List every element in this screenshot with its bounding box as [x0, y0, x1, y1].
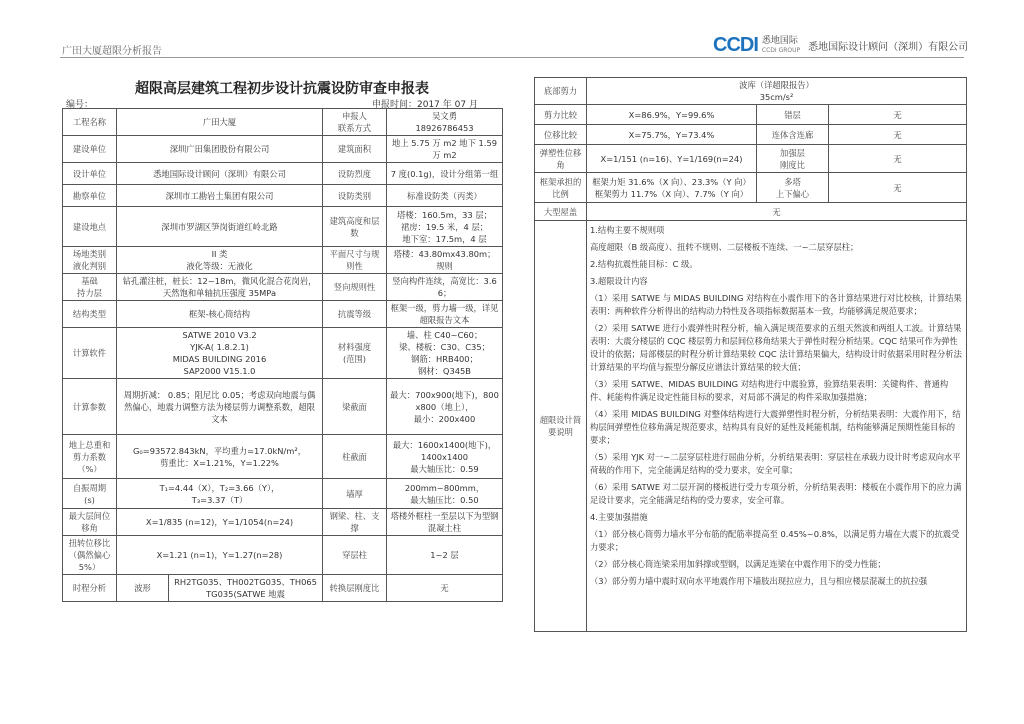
row-value: 无 [829, 105, 967, 125]
table-row [63, 379, 503, 435]
row-value: 波库（详超限报告） 35cm/s² [587, 78, 967, 105]
review-line: 3.超限设计内容 [590, 276, 648, 286]
row-label: 梁截面 [323, 379, 387, 435]
row-label: 平面尺寸与规则性 [323, 247, 387, 274]
row-value: 周期折减： 0.85；阻尼比 0.05；考虑双向地震与偶然偏心，地震力调整方法为楼层剪力调整系数，超限文本 [117, 379, 323, 435]
company-name: 悉地国际设计顾问（深圳）有限公司 [808, 42, 969, 53]
review-line: 2.结构抗震性能目标：C 级。 [590, 259, 698, 269]
table-row [63, 575, 503, 602]
row-value: 无 [829, 145, 967, 173]
row-label: 抗震等级 [323, 301, 387, 328]
table-row [63, 136, 503, 163]
row-value: 7 度(0.1g)，设计分组第一组 [387, 163, 503, 185]
row-label: 设防烈度 [323, 163, 387, 185]
review-line: （6）采用 SATWE 对二层开洞的楼板进行受力专项分析，分析结果表明：楼板在小震作用下的应力满足设计要求，完全能满足结构的受力要求，安全可靠。 [590, 482, 962, 505]
row-value: 墙、柱 C40~C60； 梁、楼板：C30、C35； 钢筋：HRB400； 钢材：Q345B [387, 328, 503, 379]
row-label: 最大层间位 移角 [63, 509, 117, 536]
review-line: （1）采用 SATWE 与 MIDAS BUILDING 对结构在小震作用下的各计算结果进行对比校核，计算结果表明：两种软件分析得出的结构动力特性及各项指标数据基本一致，均能够满足规范要求； [590, 293, 962, 316]
table-row [63, 247, 503, 274]
row-label: 设计单位 [63, 163, 117, 185]
row-label: 计算参数 [63, 379, 117, 435]
row-value: 地上 5.75 万 m2 地下 1.59 万 m2 [387, 136, 503, 163]
row-value: X=75.7%，Y=73.4% [587, 125, 757, 145]
review-line: （2）采用 SATWE 进行小震弹性时程分析，输入满足规范要求的五组天然波和两组人工波。计算结果表明：大震分楼层的 CQC 楼层剪力和层间位移角结果大于弹性时程分析结果。CQC 结果可作为弹性设计的依据；局部楼层的时程分析计算结果较 CQC 法计算结果偏大，结构设计时依据采用时程分析法计算结果的平均值与振型分解反应谱法计算结果的较大值； [590, 323, 962, 372]
row-label: 材料强度 (范围) [323, 328, 387, 379]
table-row [535, 203, 967, 221]
review-row [535, 221, 967, 632]
row-label: 工程名称 [63, 109, 117, 136]
row-value: 框架力矩 31.6%（X 向）、23.3%（Y 向） 框架剪力 11.7%（X 向）、7.7%（Y 向） [587, 173, 757, 203]
review-line: （3）采用 SATWE、MIDAS BUILDING 对结构进行中震验算，验算结果表明：关键构件、普通构件、耗能构件满足设定性能目标的要求，对局部不满足的构件采取加强措施； [590, 379, 949, 402]
row-label: 错层 [757, 105, 829, 125]
row-value: 深圳市工勘岩土集团有限公司 [117, 185, 323, 207]
row-label: 剪力比较 [535, 105, 587, 125]
row-value: 无 [829, 125, 967, 145]
table-row [63, 509, 503, 536]
row-value: 无 [587, 203, 967, 221]
row-value: II 类 液化等级：无液化 [117, 247, 323, 274]
row-value: 波形 [117, 575, 169, 602]
row-label: 设防类别 [323, 185, 387, 207]
row-value: X=86.9%，Y=99.6% [587, 105, 757, 125]
report-header-title: 广田大厦超限分析报告 [62, 46, 162, 57]
row-label: 位移比较 [535, 125, 587, 145]
ccdi-logo [713, 34, 800, 57]
row-label: 连体含连廊 [757, 125, 829, 145]
row-label: 钢梁、柱、支撑 [323, 509, 387, 536]
review-line: （5）采用 YJK 对一~二层穿层柱进行屈曲分析，分析结果表明：穿层柱在承载力设计时考虑双向水平荷载的作用下，完全能满足结构的受力要求，安全可靠； [590, 452, 961, 475]
row-value: 200mm~800mm， 最大轴压比：0.50 [387, 479, 503, 509]
row-value: 钻孔灌注桩，桩长：12~18m，微风化混合花岗岩，天然饱和单轴抗压强度 35MPa [117, 274, 323, 301]
table-row [535, 105, 967, 125]
table-row [63, 109, 503, 136]
logo-cn: 悉地国际 [761, 35, 798, 46]
row-value: 框架一级，剪力墙一级，详见超限报告文本 [387, 301, 503, 328]
review-line: 1.结构主要不规则项 [590, 225, 665, 235]
row-value: G₀=93572.843kN，平均重力=17.0kN/m²， 剪重比：X=1.21%，Y=1.22% [117, 435, 323, 479]
row-value: T₁=4.44（X），T₂=3.66（Y）， T₃=3.37（T） [117, 479, 323, 509]
row-label: 大型屋盖 [535, 203, 587, 221]
row-value: 深圳市罗湖区笋岗街道红岭北路 [117, 207, 323, 247]
left-application-table [62, 108, 503, 602]
row-value: 塔楼：160.5m，33 层； 裙房：19.5 米，4 层； 地下室：17.5m，4 层 [387, 207, 503, 247]
table-row [63, 328, 503, 379]
row-value: 悉地国际设计顾问（深圳）有限公司 [117, 163, 323, 185]
table-row [63, 536, 503, 575]
review-line: （1）部分核心筒剪力墙水平分布筋的配筋率提高至 0.45%~0.8%，以满足剪力墙在大震下的抗震受力要求； [590, 529, 960, 552]
row-label: 建设地点 [63, 207, 117, 247]
row-label: 计算软件 [63, 328, 117, 379]
table-row [63, 207, 503, 247]
review-line: （4）采用 MIDAS BUILDING 对整体结构进行大震弹塑性时程分析，分析结果表明：大震作用下，结构层间弹塑性位移角满足规范要求，结构具有良好的延性及耗能机制，结构能够满足预期性能目标的要求； [590, 409, 961, 445]
row-label: 框架承担的比例 [535, 173, 587, 203]
row-value: 最大：700x900(地下)，800x800（地上）， 最小：200x400 [387, 379, 503, 435]
row-label: 墙厚 [323, 479, 387, 509]
row-value: 深圳广田集团股份有限公司 [117, 136, 323, 163]
row-label: 基础 持力层 [63, 274, 117, 301]
row-value: SATWE 2010 V3.2 YJK-A( 1.8.2.1) MIDAS BUILDING 2016 SAP2000 V15.1.0 [117, 328, 323, 379]
row-label: 加强层 刚度比 [757, 145, 829, 173]
row-label: 建筑面积 [323, 136, 387, 163]
row-label: 底部剪力 [535, 78, 587, 105]
logo-brand [762, 36, 800, 56]
review-content [587, 221, 967, 632]
row-value: 框架-核心筒结构 [117, 301, 323, 328]
table-row [535, 173, 967, 203]
review-line: 高度超限（B 级高度）、扭转不规则、二层楼板不连续、一~二层穿层柱； [590, 242, 859, 252]
row-label: 建设单位 [63, 136, 117, 163]
form-title: 超限高层建筑工程初步设计抗震设防审查申报表 [135, 81, 429, 97]
row-label: 竖向规则性 [323, 274, 387, 301]
row-label: 多塔 上下偏心 [757, 173, 829, 203]
table-row [63, 274, 503, 301]
row-value: 标准设防类（丙类） [387, 185, 503, 207]
review-line: （2）部分核心筒连梁采用加斜撑或型钢，以满足连梁在中震作用下的受力性能； [590, 559, 886, 569]
review-label: 超限设计简要说明 [535, 221, 587, 632]
row-value: 竖向构件连续，高宽比：3.66； [387, 274, 503, 301]
row-value: 吴文勇 18926786453 [387, 109, 503, 136]
row-label: 扭转位移比 （偶然偏心 5%） [63, 536, 117, 575]
review-line: （3）部分剪力墙中震时双向水平地震作用下墙肢出现拉应力，且与相应楼层混凝土的抗拉强 [590, 576, 928, 586]
row-label: 时程分析 [63, 575, 117, 602]
row-value: X=1/151 (n=16)、Y=1/169(n=24) [587, 145, 757, 173]
table-row [535, 78, 967, 105]
row-label: 勘察单位 [63, 185, 117, 207]
form-date-label: 申报时间：2017 年 07 月 [372, 100, 478, 110]
row-label: 结构类型 [63, 301, 117, 328]
row-value: 塔楼：43.80mx43.80m； 规则 [387, 247, 503, 274]
table-row [63, 301, 503, 328]
table-row [535, 145, 967, 173]
row-value: 最大：1600x1400(地下)， 1400x1400 最大轴压比：0.59 [387, 435, 503, 479]
table-row [63, 185, 503, 207]
row-value: X=1/835 (n=12)，Y=1/1054(n=24) [117, 509, 323, 536]
table-row [63, 163, 503, 185]
row-label: 柱截面 [323, 435, 387, 479]
form-number-label: 编号： [66, 100, 94, 110]
row-value: 无 [829, 173, 967, 203]
table-row [535, 125, 967, 145]
header-brand [713, 34, 968, 57]
table-row [63, 435, 503, 479]
row-value: 广田大厦 [117, 109, 323, 136]
row-value: 塔楼外框柱一至层以下为型钢混凝土柱 [387, 509, 503, 536]
row-label: 弹塑性位移角 [535, 145, 587, 173]
row-label: 建筑高度和层数 [323, 207, 387, 247]
row-value: 无 [387, 575, 503, 602]
logo-mark: CCDI [713, 34, 758, 56]
row-value: 1~2 层 [387, 536, 503, 575]
row-label: 申报人 联系方式 [323, 109, 387, 136]
row-value: RH2TG035、TH002TG035、TH065TG035(SATWE 地震 [169, 575, 323, 602]
row-value: X=1.21 (n=1)，Y=1.27(n=28) [117, 536, 323, 575]
row-label: 自振周期 (s) [63, 479, 117, 509]
header-divider [60, 57, 964, 58]
right-application-table [534, 77, 967, 632]
row-label: 地上总重和 剪力系数（%） [63, 435, 117, 479]
row-label: 场地类别 液化判别 [63, 247, 117, 274]
row-label: 穿层柱 [323, 536, 387, 575]
logo-en: CCDI GROUP [761, 46, 801, 54]
table-row [63, 479, 503, 509]
review-line: 4.主要加强措施 [590, 512, 648, 522]
row-label: 转换层刚度比 [323, 575, 387, 602]
